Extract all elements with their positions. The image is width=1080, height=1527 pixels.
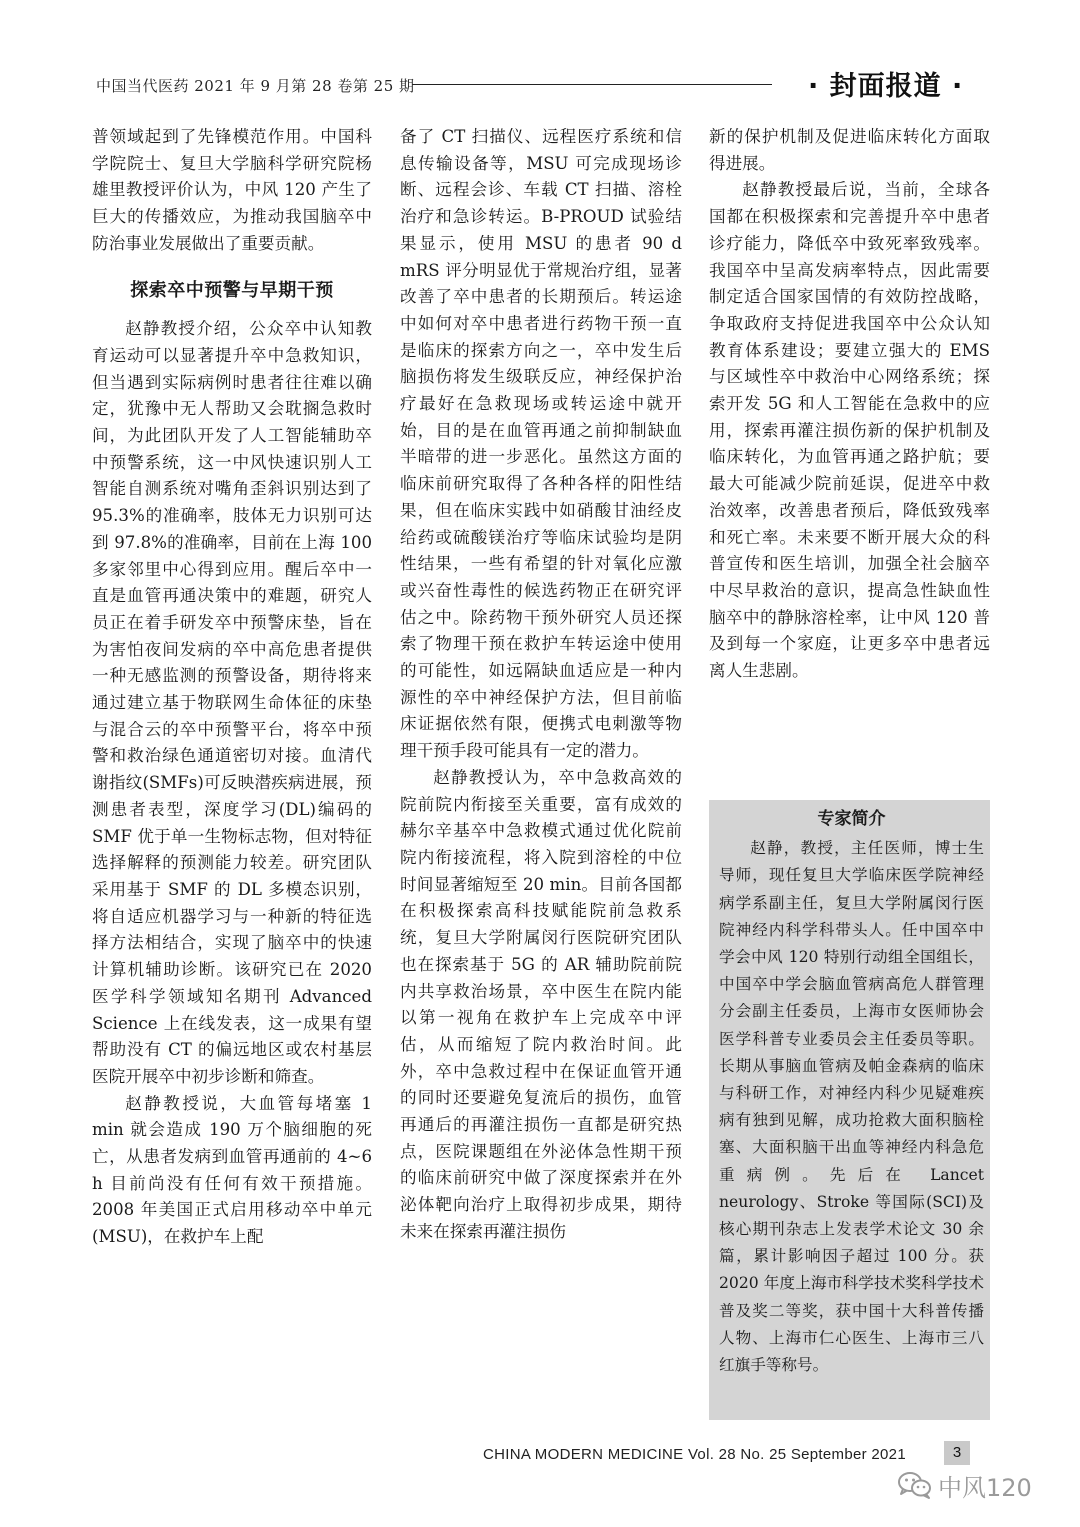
- journal-footer: CHINA MODERN MEDICINE Vol. 28 No. 25 September 2021: [483, 1446, 906, 1463]
- wechat-icon: [898, 1471, 932, 1499]
- article-column-3: [709, 124, 990, 784]
- paragraph: 赵静教授认为，卒中急救高效的院前院内衔接至关重要，富有成效的赫尔辛基卒中急救模式通过优化院前院内衔接流程，将入院到溶栓的中位时间显著缩短至 20 min。目前各国都在积极探索高科技赋能院前急救系统，复旦大学附属闵行医院研究团队也在探索基于 5G 的 AR 辅助院前院内共享救治场景，卒中医生在院内能以第一视角在救护车上完成卒中评估，从而缩短了院内救治时间。此外，卒中急救过程中在保证血管开通的同时还要避免复流后的损伤，血管再通后的再灌注损伤一直都是研究热点，医院课题组在外泌体急性期干预的临床前研究中做了深度探索并在外泌体靶向治疗上取得初步成果，期待未来在探索再灌注损伤: [400, 767, 682, 1241]
- paragraph: 备了 CT 扫描仪、远程医疗系统和信息传输设备等，MSU 可完成现场诊断、远程会诊、车载 CT 扫描、溶栓治疗和急诊转运。B-PROUD 试验结果显示，使用 MSU 的患者 90 d mRS 评分明显优于常规治疗组，显著改善了卒中患者的长期预后。转运途中如何对卒中患者进行药物干预一直是临床的探索方向之一，卒中发生后脑损伤将发生级联反应，神经保护治疗最好在急救现场或转运途中就开始，目的是在血管再通之前抑制缺血半暗带的进一步恶化。虽然这方面的临床前研究取得了各种各样的阳性结果，但在临床实践中如硝酸甘油经皮给药或硫酸镁治疗等临床试验均是阴性结果，一些有希望的针对氧化应激或兴奋性毒性的候选药物正在研究评估之中。除药物干预外研究人员还探索了物理干预在救护车转运途中使用的可能性，如远隔缺血适应是一种内源性的卒中神经保护方法，但目前临床证据依然有限，便携式电刺激等物理干预手段可能具有一定的潜力。: [400, 127, 682, 761]
- section-heading: 探索卒中预警与早期干预: [130, 279, 334, 301]
- header-rule: [412, 84, 772, 85]
- article-column-2: [400, 124, 682, 1446]
- paragraph: 赵静教授介绍，公众卒中认知教育运动可以显著提升卒中急救知识，但当遇到实际病例时患者往往难以确定，犹豫中无人帮助又会耽搁急救时间，为此团队开发了人工智能辅助卒中预警系统，这一中风快速识别人工智能自测系统对嘴角歪斜识别达到了 95.3%的准确率，肢体无力识别可达到 97.8%的准确率，目前在上海 100 多家邻里中心得到应用。醒后卒中一直是血管再通决策中的难题，研究人员正在着手研发卒中预警床垫，旨在为害怕夜间发病的卒中高危患者提供一种无感监测的预警设备，期待将来通过建立基于物联网生命体征的床垫与混合云的卒中预警平台，将卒中预警和救治绿色通道密切对接。血清代谢指纹(SMFs)可反映潜疾病进展，预测患者表型，深度学习(DL)编码的 SMF 优于单一生物标志物，但对特征选择解释的预测能力较差。研究团队采用基于 SMF 的 DL 多模态识别，将自适应机器学习与一种新的特征选择方法相结合，实现了脑卒中的快速计算机辅助诊断。该研究已在 2020 医学科学领域知名期刊 Advanced Science 上在线发表，这一成果有望帮助没有 CT 的偏远地区或农村基层医院开展卒中初步诊断和筛查。: [92, 319, 372, 1086]
- section-title: · 封面报道 ·: [808, 71, 964, 102]
- expert-profile-box: [709, 800, 990, 1420]
- paragraph: 赵静教授最后说，当前，全球各国都在积极探索和完善提升卒中患者诊疗能力，降低卒中致死率致残率。我国卒中呈高发病率特点，因此需要制定适合国家国情的有效防控战略，争取政府支持促进我国卒中公众认知教育体系建设；要建立强大的 EMS 与区域性卒中救治中心网络系统；探索开发 5G 和人工智能在急救中的应用，探索再灌注损伤新的保护机制及临床转化，为血管再通之路护航；要最大可能减少院前延误，促进卒中救治效率，改善患者预后，降低致残率和死亡率。未来要不断开展大众的科普宣传和医生培训，加强全社会脑卒中尽早救治的意识，提高急性缺血性脑卒中的静脉溶栓率，让中风 120 普及到每一个家庭，让更多卒中患者远离人生悲剧。: [709, 180, 990, 681]
- paragraph: 赵静教授说，大血管每堵塞 1 min 就会造成 190 万个脑细胞的死亡，从患者发病到血管再通前的 4~6 h 目前尚没有任何有效干预措施。2008 年美国正式启用移动卒中单元(MSU)，在救护车上配: [92, 1093, 372, 1247]
- expert-profile-title: 专家简介: [817, 809, 886, 829]
- paragraph: 新的保护机制及促进临床转化方面取得进展。: [709, 127, 990, 173]
- expert-profile-text: 赵静，教授，主任医师，博士生导师，现任复旦大学临床医学院神经病学系副主任，复旦大学附属闵行医院神经内科学科带头人。任中国卒中学会中风 120 特别行动组全国组长，中国卒中学会脑血管病高危人群管理分会副主任委员，上海市女医师协会医学科普专业委员会主任委员等职。长期从事脑血管病及帕金森病的临床与科研工作，对神经内科少见疑难疾病有独到见解，成功抢救大面积脑栓塞、大面积脑干出血等神经内科急危重病例。先后在 Lancet neurology、Stroke 等国际(SCI)及核心期刊杂志上发表学术论文 30 余篇，累计影响因子超过 100 分。获 2020 年度上海市科学技术奖科学技术普及奖二等奖，获中国十大科普传播人物、上海市仁心医生、上海市三八红旗手等称号。: [719, 839, 984, 1375]
- journal-issue-line: 中国当代医药 2021 年 9 月第 28 卷第 25 期: [96, 77, 415, 95]
- watermark: [898, 1468, 1032, 1502]
- paragraph: 普领域起到了先锋模范作用。中国科学院院士、复旦大学脑科学研究院杨雄里教授评价认为，中风 120 产生了巨大的传播效应，为推动我国脑卒中防治事业发展做出了重要贡献。: [92, 127, 372, 253]
- watermark-text: 中风120: [938, 1473, 1032, 1502]
- page-number: 3: [944, 1441, 970, 1465]
- article-column-1: [92, 124, 372, 1444]
